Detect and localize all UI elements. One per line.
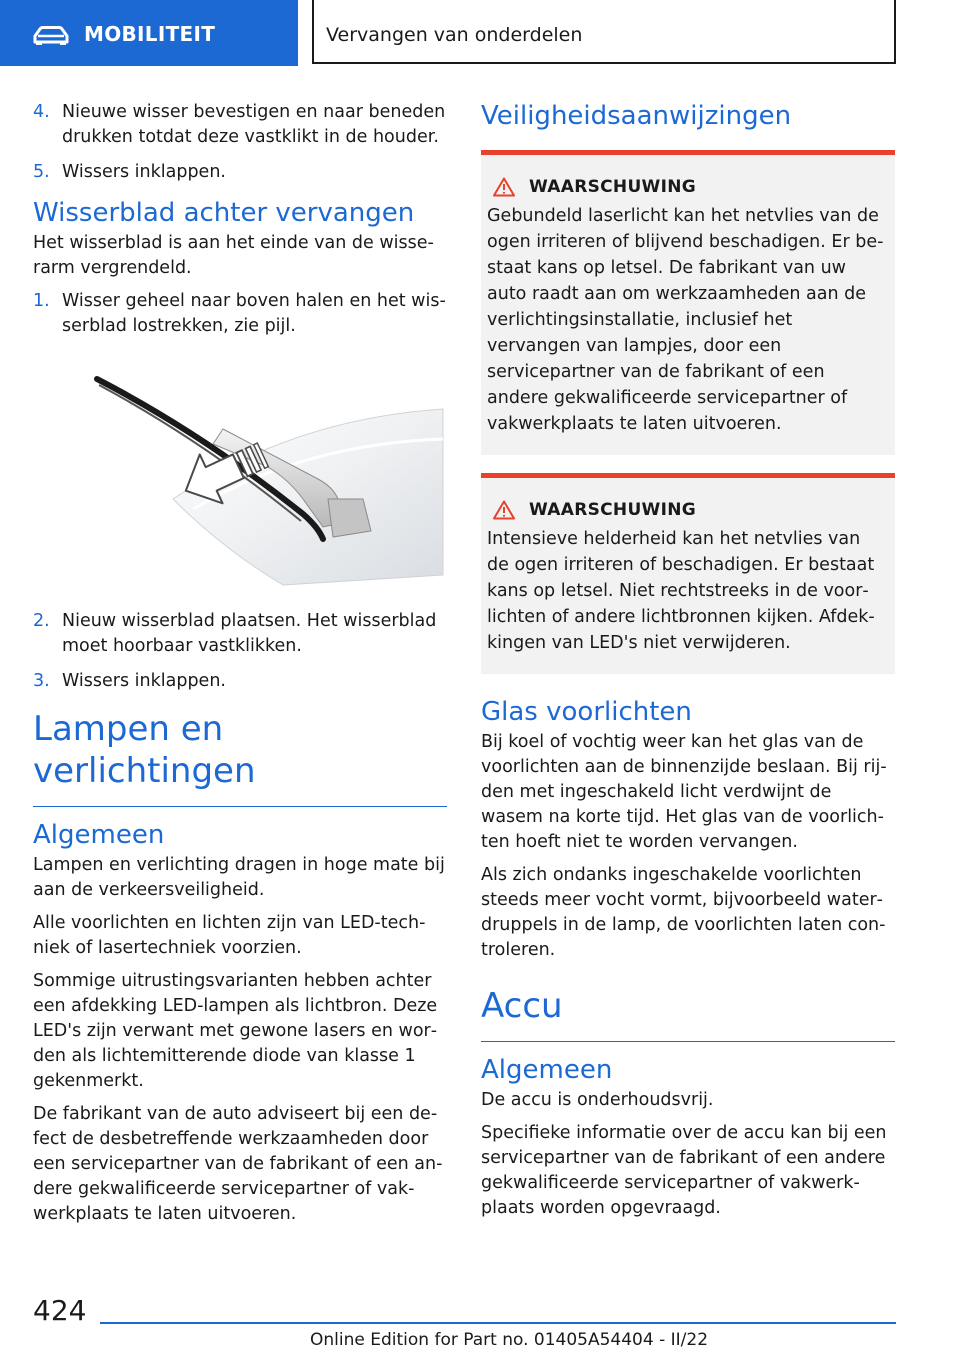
warning-header	[487, 500, 887, 520]
page-header	[0, 0, 960, 66]
warning-triangle-icon	[493, 500, 515, 520]
warning-text: Intensieve helderheid kan het netvlies van de ogen irriteren of beschadigen. Er bestaat kans op letsel. Niet rechtstreeks in de voorlichten of andere lichtbronnen kijken. Afdekkingen van LED's niet verwijderen.	[487, 529, 875, 653]
warning-text: Gebundeld laserlicht kan het netvlies van de ogen irriteren of blijvend beschadigen. Er bestaat kans op letsel. De fabrikant van uw auto raadt aan om werkzaamheden aan de verlichtingsinstallatie, inclusief het vervangen van lampjes, door een servicepartner van de fabrikant of een andere gekwalificeerde servicepartner of vakwerkplaats te laten uitvoeren.	[487, 206, 884, 434]
paragraph: Als zich ondanks ingeschakelde voorlichten steeds meer vocht vormt, bijvoorbeeld waterdruppels in de lamp, de voorlichten laten controleren.	[481, 865, 886, 960]
section-title: MOBILITEIT	[84, 22, 216, 46]
step-number: 4.	[33, 102, 50, 122]
list-item	[33, 160, 447, 185]
step-text: Wissers inklappen.	[62, 162, 226, 182]
step-text: Wisser geheel naar boven halen en het wisserblad lostrekken, zie pijl.	[62, 291, 446, 336]
lamps-heading: Lampen en verlichtingen	[33, 708, 447, 807]
list-item	[33, 100, 447, 150]
step-number: 3.	[33, 671, 50, 691]
list-item	[33, 289, 447, 339]
paragraph: De accu is onderhoudsvrij.	[481, 1090, 714, 1110]
page-number: 424	[33, 1294, 87, 1327]
rear-wiper-heading: Wisserblad achter vervangen	[33, 198, 415, 228]
paragraph: De fabrikant van de auto adviseert bij een defect de desbetreffende werkzaamheden door een servicepartner van de fabrikant of een andere gekwalificeerde servicepartner of vakwerkplaats te laten uitvoeren.	[33, 1104, 443, 1224]
paragraph: Bij koel of vochtig weer kan het glas van de voorlichten aan de binnenzijde beslaan. Bij rijden met ingeschakeld licht verdwijnt de wasem na korte tijd. Het glas van de voorlichten hoeft niet te worden vervangen.	[481, 732, 887, 852]
paragraph: Sommige uitrustingsvarianten hebben achter een afdekking LED-lampen als lichtbron. Deze LED's zijn verwant met gewone lasers en worden als lichtemitterende diode van klasse 1 gekenmerkt.	[33, 971, 438, 1091]
wiper-diagram	[33, 349, 447, 595]
wiper-illustration	[33, 349, 447, 595]
chapter-title: Vervangen van onderdelen	[326, 24, 583, 46]
glass-heading: Glas voorlichten	[481, 697, 692, 727]
car-icon	[32, 26, 70, 46]
step-text: Nieuwe wisser bevestigen en naar beneden drukken totdat deze vastklikt in de houder.	[62, 102, 446, 147]
accu-general-heading: Algemeen	[481, 1055, 613, 1085]
edition-text: Online Edition for Part no. 01405A54404 - II/22	[310, 1330, 709, 1350]
paragraph: Specifieke informatie over de accu kan bij een servicepartner van de fabrikant of een andere gekwalificeerde servicepartner of vakwerkplaats worden opgevraagd.	[481, 1123, 887, 1218]
step-text: Wissers inklappen.	[62, 671, 226, 691]
footer-divider	[100, 1322, 896, 1324]
paragraph: Lampen en verlichting dragen in hoge mate bij aan de verkeersveiligheid.	[33, 855, 445, 900]
chapter-title-box	[312, 0, 896, 64]
step-number: 1.	[33, 291, 50, 311]
warning-triangle-icon	[493, 177, 515, 197]
warning-box	[481, 473, 895, 674]
warning-label: WAARSCHUWING	[529, 177, 697, 197]
warning-label: WAARSCHUWING	[529, 500, 697, 520]
list-item	[33, 669, 447, 694]
step-text: Nieuw wisserblad plaatsen. Het wisserblad moet hoorbaar vastklikken.	[62, 611, 437, 656]
list-item	[33, 609, 447, 659]
warning-box	[481, 150, 895, 455]
accu-heading: Accu	[481, 985, 895, 1042]
step-number: 2.	[33, 611, 50, 631]
step-number: 5.	[33, 162, 50, 182]
safety-heading: Veiligheidsaanwijzingen	[481, 101, 792, 131]
right-column	[481, 100, 895, 1229]
general-heading: Algemeen	[33, 820, 165, 850]
rear-wiper-intro: Het wisserblad is aan het einde van de wisserarm vergrendeld.	[33, 233, 434, 278]
warning-header	[487, 177, 887, 197]
left-column	[33, 100, 447, 1235]
section-tab	[0, 0, 298, 66]
paragraph: Alle voorlichten en lichten zijn van LED-techniek of lasertechniek voorzien.	[33, 913, 426, 958]
